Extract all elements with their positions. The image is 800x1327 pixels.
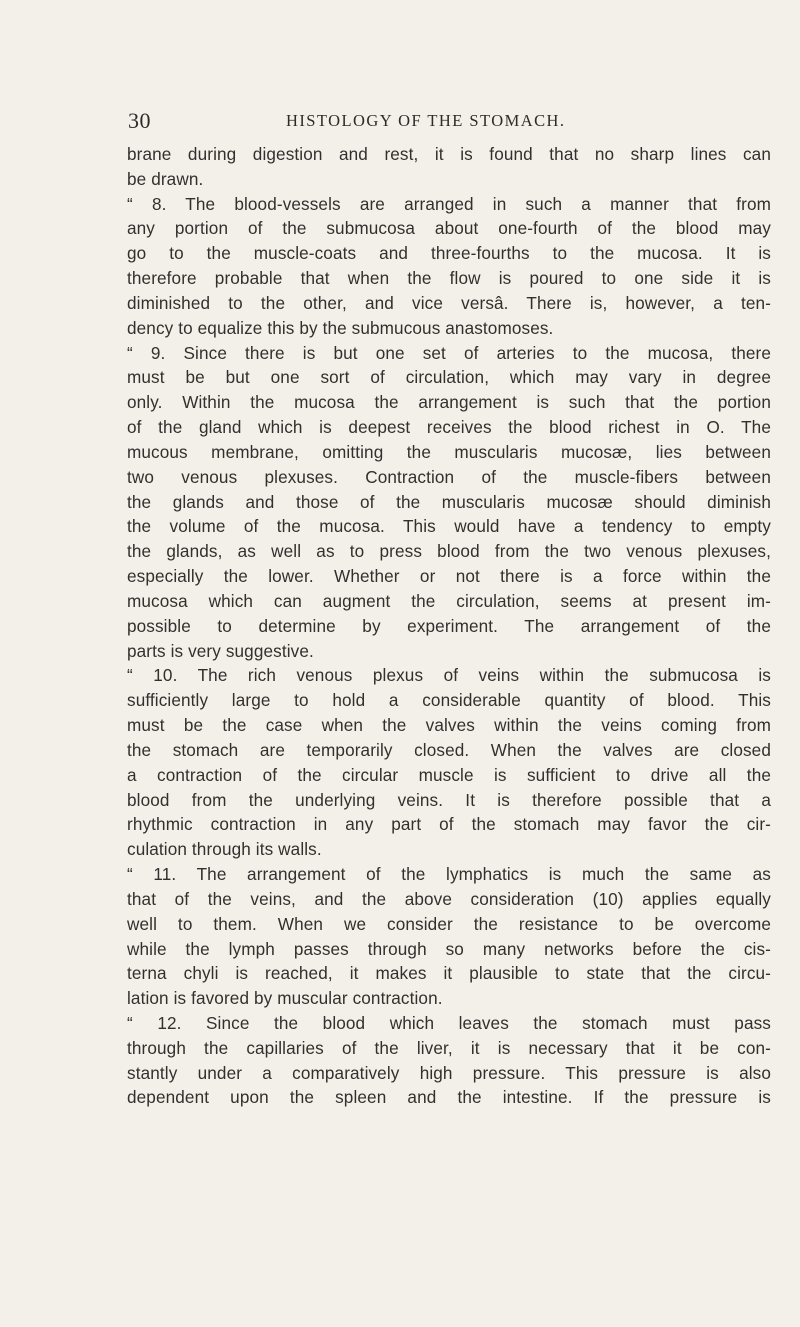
text-line: “ 11. The arrangement of the lymphatics is much the same as <box>127 864 771 885</box>
text-line: mucosa which can augment the circulation, seems at present im- <box>127 590 771 611</box>
text-line: “ 12. Since the blood which leaves the stomach must pass <box>127 1012 771 1033</box>
text-line: while the lymph passes through so many networks before the cis- <box>127 938 771 959</box>
text-line: the glands, as well as to press blood from the two venous plexuses, <box>127 541 771 562</box>
text-line: of the gland which is deepest receives the blood richest in O. The <box>127 417 771 438</box>
text-line: mucous membrane, omitting the muscularis mucosæ, lies between <box>127 441 771 462</box>
text-line: “ 9. Since there is but one set of arteries to the mucosa, there <box>127 342 771 363</box>
text-line: especially the lower. Whether or not there is a force within the <box>127 566 771 587</box>
text-line: only. Within the mucosa the arrangement is such that the portion <box>127 392 771 413</box>
text-line: the glands and those of the muscularis mucosæ should diminish <box>127 491 771 512</box>
text-line: be drawn. <box>127 168 204 189</box>
page-header <box>128 108 768 134</box>
text-line: brane during digestion and rest, it is found that no sharp lines can <box>127 144 771 164</box>
text-line: rhythmic contraction in any part of the stomach may favor the cir- <box>127 814 771 835</box>
text-line: stantly under a comparatively high pressure. This pressure is also <box>127 1062 771 1083</box>
running-title: HISTOLOGY OF THE STOMACH. <box>286 111 566 130</box>
body-text <box>127 142 771 1110</box>
text-line: “ 10. The rich venous plexus of veins within the submucosa is <box>127 665 771 686</box>
text-line: parts is very suggestive. <box>127 640 314 661</box>
text-line: must be but one sort of circulation, which may vary in degree <box>127 367 771 388</box>
text-line: sufficiently large to hold a considerable quantity of blood. This <box>127 690 771 711</box>
page-number: 30 <box>128 108 151 133</box>
text-line: blood from the underlying veins. It is therefore possible that a <box>127 789 771 810</box>
text-line: a contraction of the circular muscle is sufficient to drive all the <box>127 764 771 785</box>
text-line: possible to determine by experiment. The arrangement of the <box>127 615 771 636</box>
text-line: two venous plexuses. Contraction of the muscle-fibers between <box>127 466 771 487</box>
text-line: that of the veins, and the above consideration (10) applies equally <box>127 888 771 909</box>
text-line: well to them. When we consider the resistance to be overcome <box>127 913 771 934</box>
text-line: culation through its walls. <box>127 839 322 860</box>
text-line: through the capillaries of the liver, it is necessary that it be con- <box>127 1037 771 1058</box>
text-line: dependent upon the spleen and the intestine. If the pressure is <box>127 1087 771 1108</box>
text-line: “ 8. The blood-vessels are arranged in such a manner that from <box>127 193 771 214</box>
text-line: must be the case when the valves within the veins coming from <box>127 715 771 736</box>
text-line: terna chyli is reached, it makes it plausible to state that the circu- <box>127 963 771 984</box>
text-line: the volume of the mucosa. This would have a tendency to empty <box>127 516 771 537</box>
text-line: go to the muscle-coats and three-fourths to the mucosa. It is <box>127 243 771 264</box>
text-line: the stomach are temporarily closed. When the valves are closed <box>127 739 771 760</box>
text-line: dency to equalize this by the submucous anastomoses. <box>127 317 554 338</box>
text-line: therefore probable that when the flow is poured to one side it is <box>127 268 771 289</box>
text-line: diminished to the other, and vice versâ. There is, however, a ten- <box>127 292 771 313</box>
text-line: any portion of the submucosa about one-fourth of the blood may <box>127 218 771 239</box>
text-line: lation is favored by muscular contraction. <box>127 988 443 1009</box>
